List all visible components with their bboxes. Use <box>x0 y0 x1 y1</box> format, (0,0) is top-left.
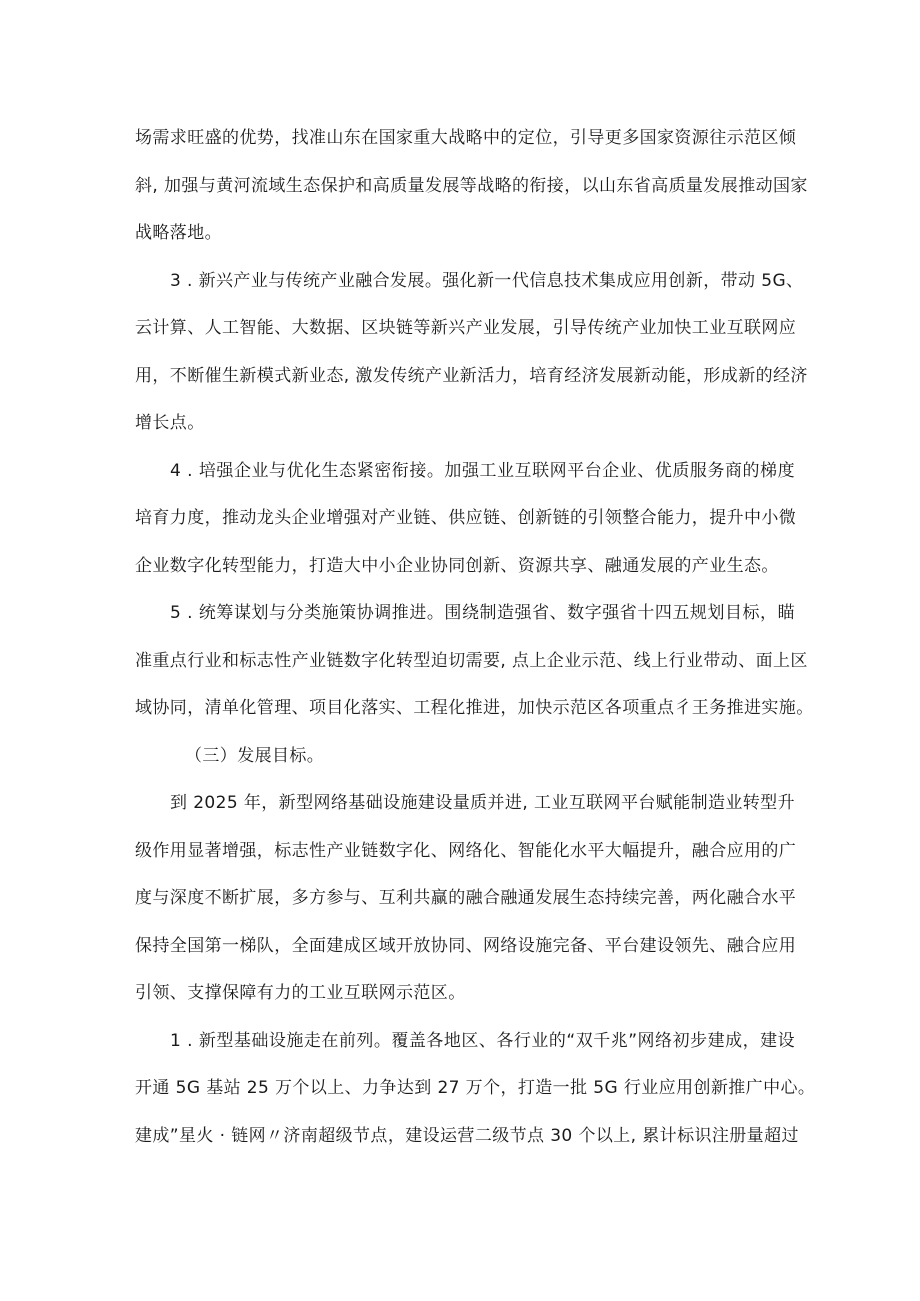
text-line: 度与深度不断扩展，多方参与、互利共赢的融合融通发展生态持续完善，两化融合水平 <box>135 888 797 908</box>
text-line: 1 . 新型基础设施走在前列。覆盖各地区、各行业的“双千兆”网络初步建成，建设 <box>170 1031 795 1051</box>
text-line: 4 . 培强企业与优化生态紧密衔接。加强工业互联网平台企业、优质服务商的梯度 <box>170 461 795 481</box>
text-line: 云计算、人工智能、大数据、区块链等新兴产业发展，引导传统产业加快工业互联网应 <box>135 318 797 338</box>
text-line: 斜, 加强与黄河流域生态保护和高质量发展等战略的衔接，以山东省高质量发展推动国家 <box>135 176 808 196</box>
text-line: 域协同，清单化管理、项目化落实、工程化推进，加快示范区各项重点彳王务推进实施。 <box>135 698 814 718</box>
text-line: 引领、支撑保障有力的工业互联网示范区。 <box>135 983 466 1003</box>
text-line: 级作用显著增强，标志性产业链数字化、网络化、智能化水平大幅提升，融合应用的广 <box>135 841 797 861</box>
text-line: 5 . 统筹谋划与分类施策协调推进。围绕制造强省、数字强省十四五规划目标，瞄 <box>170 603 795 623</box>
text-line: 建成”星火 · 链网〃济南超级节点，建设运营二级节点 30 个以上, 累计标识注册量超过 <box>135 1126 799 1146</box>
section-heading: （三）发展目标。 <box>185 746 325 766</box>
text-line: 增长点。 <box>135 413 205 433</box>
text-line: 3 . 新兴产业与传统产业融合发展。强化新一代信息技术集成应用创新，带动 5G、 <box>170 271 804 291</box>
text-line: 战略落地。 <box>135 223 222 243</box>
text-line: 保持全国第一梯队，全面建成区域开放协同、网络设施完备、平台建设领先、融合应用 <box>135 936 797 956</box>
text-line: 企业数字化转型能力，打造大中小企业协同创新、资源共享、融通发展的产业生态。 <box>135 556 779 576</box>
text-line: 场需求旺盛的优势，找准山东在国家重大战略中的定位，引导更多国家资源往示范区倾 <box>135 128 797 148</box>
text-line: 到 2025 年，新型网络基础设施建设量质并进, 工业互联网平台赋能制造业转型升 <box>170 793 795 813</box>
text-line: 培育力度，推动龙头企业增强对产业链、供应链、创新链的引领整合能力，提升中小微 <box>135 508 797 528</box>
text-line: 准重点行业和标志性产业链数字化转型迫切需要, 点上企业示范、线上行业带动、面上区 <box>135 651 808 671</box>
text-line: 开通 5G 基站 25 万个以上、力争达到 27 万个，打造一批 5G 行业应用创新推广中心。 <box>135 1078 816 1098</box>
text-line: 用，不断催生新模式新业态, 激发传统产业新活力，培育经济发展新动能，形成新的经济 <box>135 366 808 386</box>
